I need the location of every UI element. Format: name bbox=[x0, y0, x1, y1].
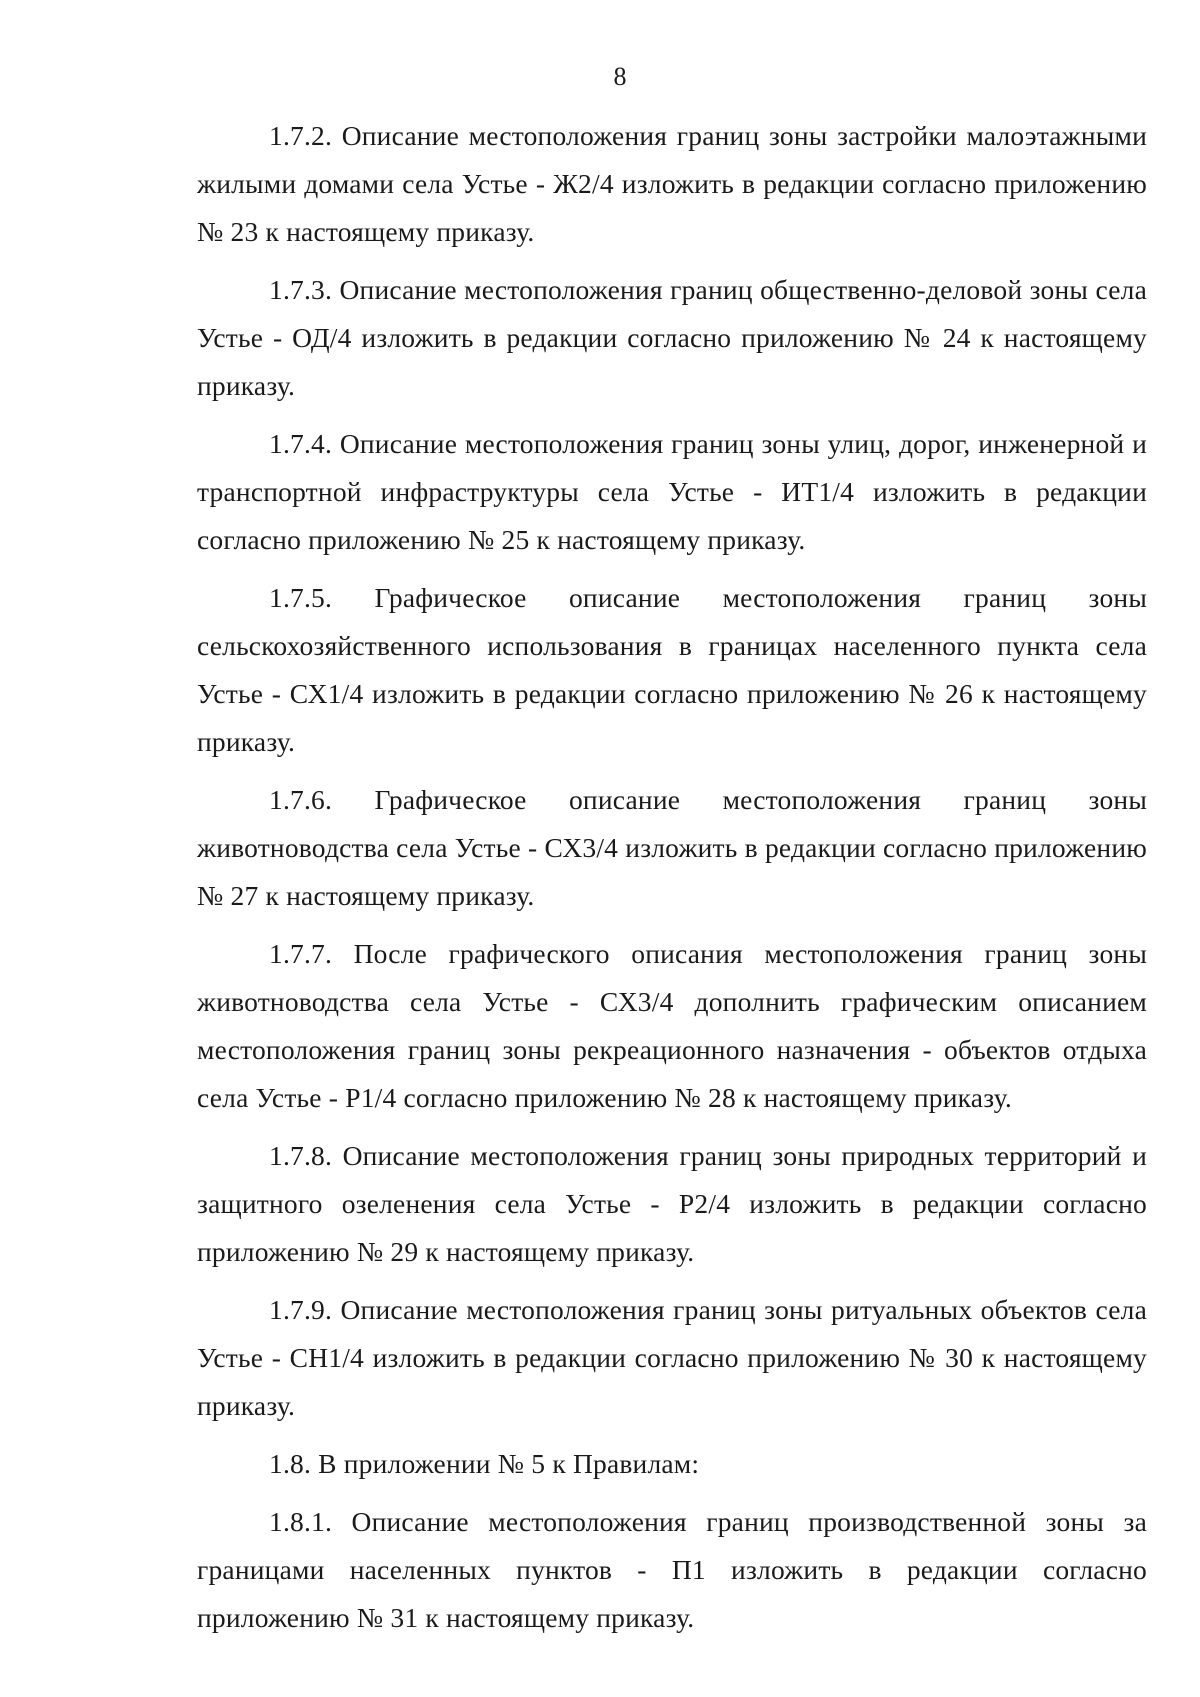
paragraph-1-7-3: 1.7.3. Описание местоположения границ общественно-деловой зоны села Устье - ОД/4 изложить в редакции согласно приложению № 24 к настоящему приказу. bbox=[197, 274, 1147, 401]
paragraph-1-8-1: 1.8.1. Описание местоположения границ производственной зоны за границами населенных пунктов - П1 изложить в редакции согласно приложению № 31 к настоящему приказу. bbox=[197, 1506, 1147, 1633]
document-body bbox=[197, 112, 1147, 1652]
paragraph-1-7-5: 1.7.5. Графическое описание местоположения границ зоны сельскохозяйственного использования в границах населенного пункта села Устье - СХ1/4 изложить в редакции согласно приложению № 26 к настоящему приказу. bbox=[197, 582, 1147, 757]
paragraph-1-7-8: 1.7.8. Описание местоположения границ зоны природных территорий и защитного озеленения села Устье - Р2/4 изложить в редакции согласно приложению № 29 к настоящему приказу. bbox=[197, 1140, 1147, 1267]
paragraph-1-7-9: 1.7.9. Описание местоположения границ зоны ритуальных объектов села Устье - СН1/4 изложить в редакции согласно приложению № 30 к настоящему приказу. bbox=[197, 1294, 1147, 1421]
paragraph-1-7-4: 1.7.4. Описание местоположения границ зоны улиц, дорог, инженерной и транспортной инфраструктуры села Устье - ИТ1/4 изложить в редакции согласно приложению № 25 к настоящему приказу. bbox=[197, 428, 1147, 555]
page-number: 8 bbox=[613, 62, 627, 91]
paragraph-1-7-2: 1.7.2. Описание местоположения границ зоны застройки малоэтажными жилыми домами села Устье - Ж2/4 изложить в редакции согласно приложению № 23 к настоящему приказу. bbox=[197, 120, 1147, 247]
paragraph-1-7-7: 1.7.7. После графического описания местоположения границ зоны животноводства села Устье - СХ3/4 дополнить графическим описанием местоположения границ зоны рекреационного назначения - объектов отдыха села Устье - Р1/4 согласно приложению № 28 к настоящему приказу. bbox=[197, 938, 1147, 1113]
paragraph-1-8: 1.8. В приложении № 5 к Правилам: bbox=[269, 1448, 700, 1479]
paragraph-1-7-6: 1.7.6. Графическое описание местоположения границ зоны животноводства села Устье - СХ3/4 изложить в редакции согласно приложению № 27 к настоящему приказу. bbox=[197, 784, 1147, 911]
